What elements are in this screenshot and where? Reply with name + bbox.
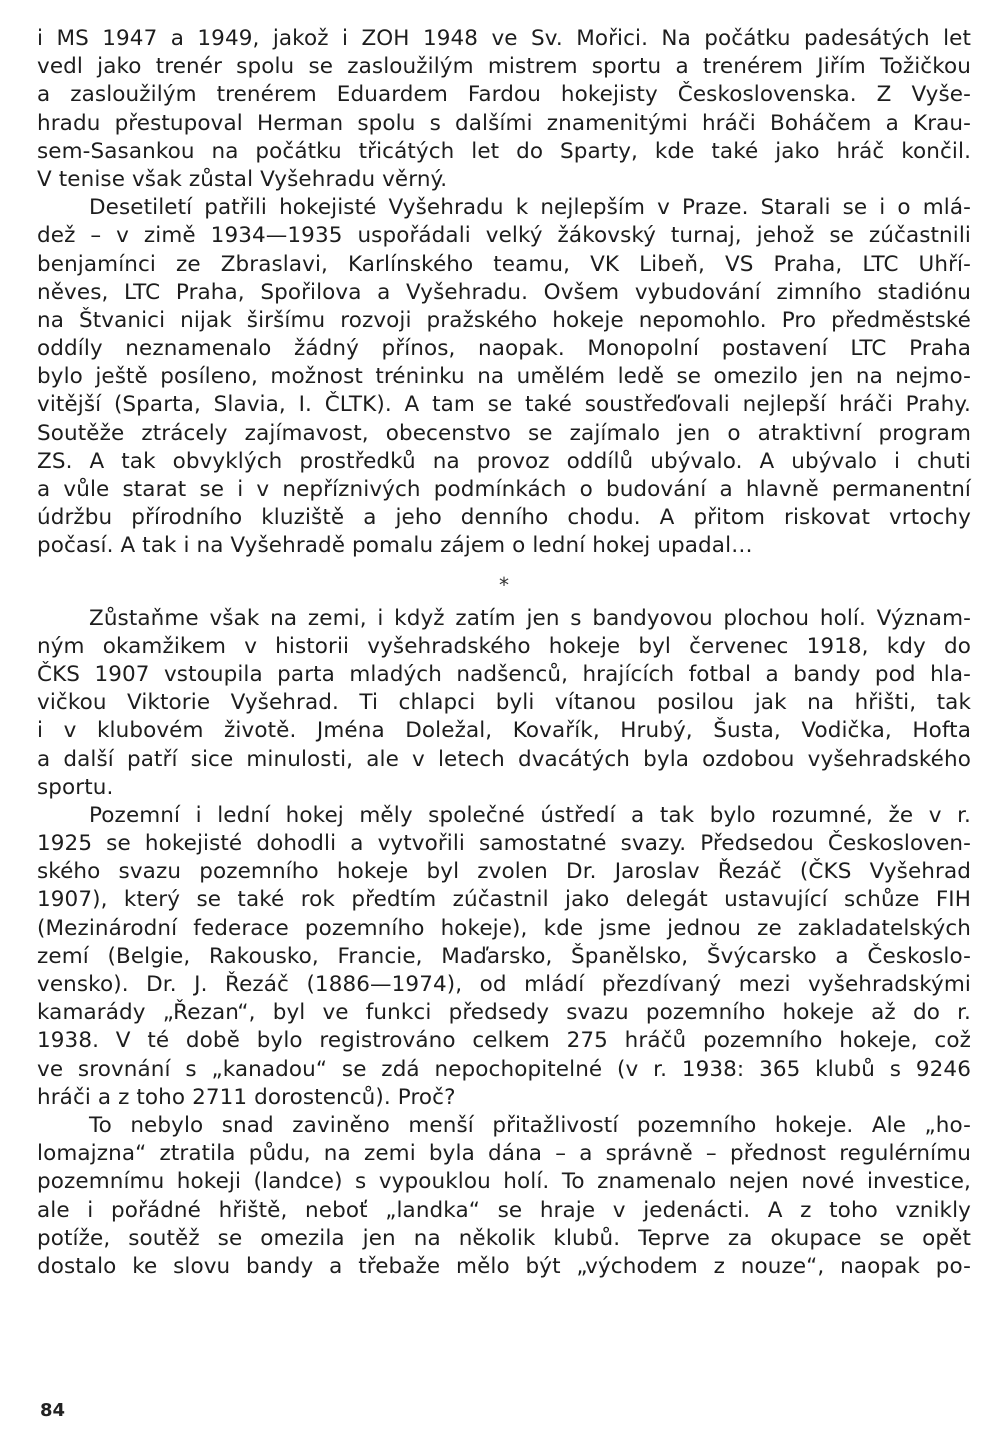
text-line: 1938. V té době bylo registrováno celkem 275 hráčů pozemního hokeje, což — [37, 1028, 971, 1054]
text-line: sportu. — [37, 774, 114, 800]
text-line: a zasloužilým trenérem Eduardem Fardou hokejisty Československa. Z Vyše- — [37, 82, 971, 108]
text-line: vičkou Viktorie Vyšehrad. Ti chlapci byli vítanou posilou jak na hřišti, tak — [37, 690, 971, 716]
text-line: údržbu přírodního kluziště a jeho denního chodu. A přitom riskovat vrtochy — [37, 505, 971, 531]
text-line: potíže, soutěž se omezila jen na několik klubů. Teprve za okupace se opět — [37, 1225, 971, 1251]
text-line: 1925 se hokejisté dohodli a vytvořili samostatné svazy. Předsedou Českosloven- — [37, 831, 971, 857]
text-line: hradu přestupoval Herman spolu s dalšími znamenitými hráči Boháčem a Krau- — [37, 110, 971, 136]
text-line: i MS 1947 a 1949, jakož i ZOH 1948 ve Sv. Mořici. Na počátku padesátých let — [37, 26, 971, 51]
text-line: pozemnímu hokeji (landce) s vypouklou holí. To znamenalo nejen nové investice, — [37, 1169, 971, 1195]
text-line: a vůle starat se i v nepříznivých podmínkách o budování a hlavně permanentní — [37, 477, 971, 502]
text-line: ského svazu pozemního hokeje byl zvolen Dr. Jaroslav Řezáč (ČKS Vyšehrad — [37, 859, 971, 885]
text-line: vensko). Dr. J. Řezáč (1886—1974), od mládí přezdívaný mezi vyšehradskými — [37, 972, 971, 997]
text-line: na Štvanici nijak širšímu rozvoji pražského hokeje nepomohlo. Pro předměstské — [37, 307, 971, 333]
text-line: ČKS 1907 vstoupila parta mladých nadšenců, hrajících fotbal a bandy pod hla- — [37, 661, 971, 687]
text-line: kamarády „Řezan“, byl ve funkci předsedy svazu pozemního hokeje až do r. — [37, 1000, 971, 1026]
text-line: ale i pořádné hřiště, neboť „landka“ se hraje v jedenácti. A z toho vznikly — [37, 1197, 971, 1223]
text-line: vedl jako trenér spolu se zasloužilým mistrem sportu a trenérem Jiřím Tožičkou — [37, 54, 971, 80]
text-line: a další patří sice minulosti, ale v letech dvacátých byla ozdobou vyšehradského — [37, 746, 971, 772]
text-line: bylo ještě posíleno, možnost tréninku na umělém ledě se omezilo jen na nejmo- — [37, 364, 971, 390]
text-line: 1907), který se také rok předtím zúčastnil jako delegát ustavující schůze FIH — [37, 887, 971, 913]
text-line: To nebylo snad zaviněno menší přitažlivostí pozemního hokeje. Ale „ho- — [89, 1112, 971, 1138]
paragraph — [37, 25, 971, 194]
paragraph — [37, 802, 971, 1112]
text-line: dež – v zimě 1934—1935 uspořádali velký žákovský turnaj, jehož se zúčastnili — [37, 223, 971, 249]
text-line: ným okamžikem v historii vyšehradského hokeje byl červenec 1918, kdy do — [37, 633, 971, 659]
section-separator: * — [499, 572, 509, 597]
text-line: V tenise však zůstal Vyšehradu věrný. — [37, 166, 448, 192]
page-number: 84 — [40, 1400, 66, 1421]
text-line: vitější (Sparta, Slavia, I. ČLTK). A tam se také soustřeďovali nejlepší hráči Prahy. — [37, 392, 971, 418]
text-line: ZS. A tak obvyklých prostředků na provoz oddílů ubývalo. A ubývalo i chuti — [37, 448, 971, 474]
text-line: zemí (Belgie, Rakousko, Francie, Maďarsko, Španělsko, Švýcarsko a Českoslo- — [37, 943, 971, 969]
page-body — [37, 25, 971, 1281]
text-line: benjamínci ze Zbraslavi, Karlínského teamu, VK Libeň, VS Praha, LTC Uhří- — [37, 251, 971, 277]
text-line: něves, LTC Praha, Spořilova a Vyšehradu. Ovšem vybudování zimního stadiónu — [37, 279, 971, 305]
paragraph — [37, 194, 971, 560]
text-line: i v klubovém životě. Jména Doležal, Kovařík, Hrubý, Šusta, Vodička, Hofta — [37, 718, 971, 744]
text-line: ve srovnání s „kanadou“ se zdá nepochopitelné (v r. 1938: 365 klubů s 9246 — [37, 1056, 971, 1082]
text-line: Soutěže ztrácely zajímavost, obecenstvo se zajímalo jen o atraktivní program — [37, 420, 971, 446]
text-line: Pozemní i lední hokej měly společné ústředí a tak bylo rozumné, že v r. — [89, 802, 971, 828]
text-line: sem-Sasankou na počátku třicátých let do Sparty, kde také jako hráč končil. — [37, 138, 971, 164]
text-line: dostalo ke slovu bandy a třebaže mělo být „východem z nouze“, naopak po- — [37, 1253, 971, 1279]
paragraph — [37, 1112, 971, 1281]
text-line: lomajzna“ ztratila půdu, na zemi byla dána – a správně – přednost regulérnímu — [37, 1141, 971, 1167]
paragraph — [37, 605, 971, 802]
text-line: oddíly neznamenalo žádný přínos, naopak. Monopolní postavení LTC Praha — [37, 336, 971, 362]
text-line: počasí. A tak i na Vyšehradě pomalu zájem o lední hokej upadal… — [37, 533, 753, 559]
text-line: Desetiletí patřili hokejisté Vyšehradu k nejlepším v Praze. Starali se i o mlá- — [89, 195, 971, 221]
text-line: Zůstaňme však na zemi, i když zatím jen s bandyovou plochou holí. Význam- — [89, 605, 971, 631]
text-line: (Mezinárodní federace pozemního hokeje), kde jsme jednou ze zakladatelských — [37, 915, 971, 941]
text-line: hráči a z toho 2711 dorostenců). Proč? — [37, 1084, 456, 1110]
